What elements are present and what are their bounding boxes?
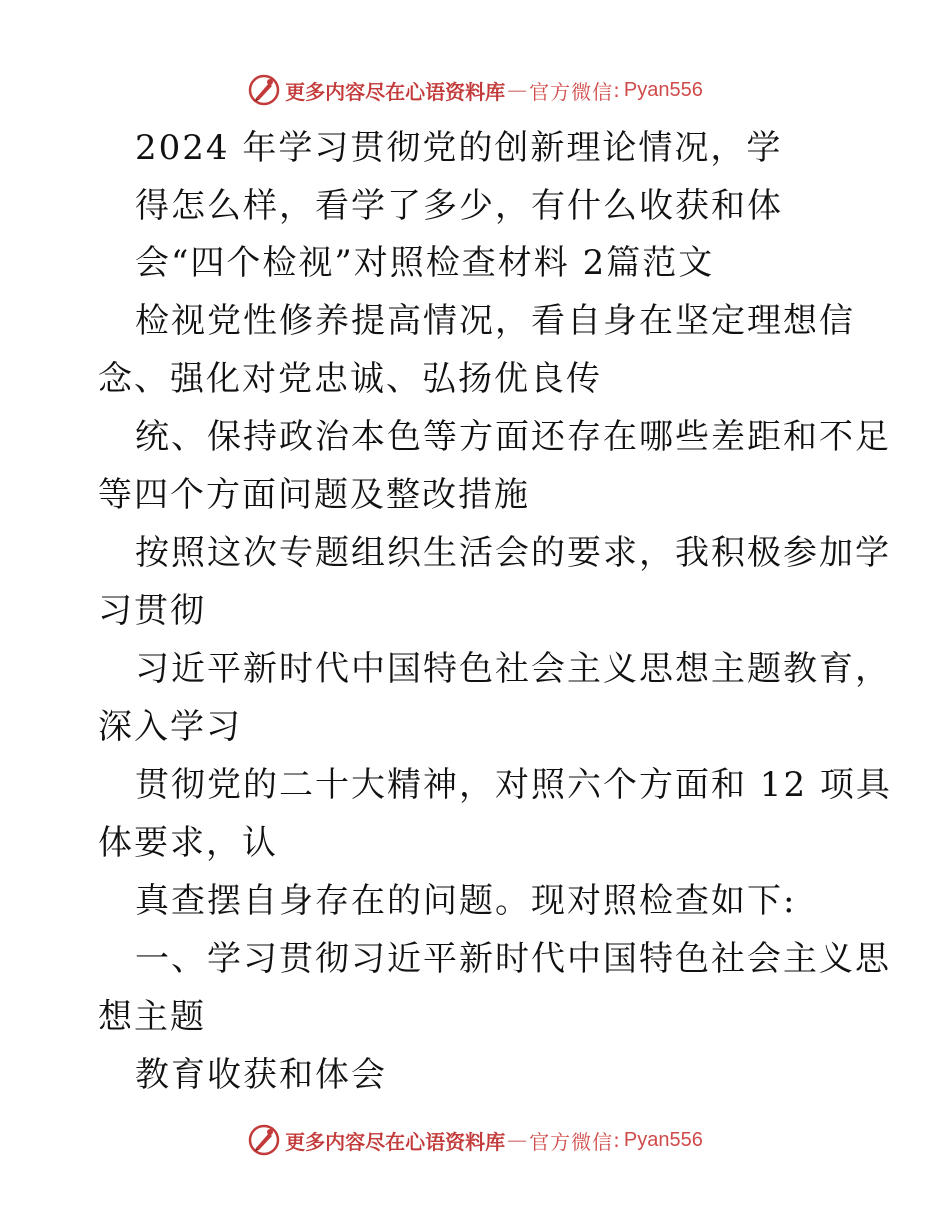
promo-text: 更多内容尽在心语资料库	[285, 1129, 506, 1154]
body-line: 深入学习	[98, 707, 242, 747]
wechat-label: 官方微信	[529, 79, 614, 104]
body-line: 习贯彻	[98, 591, 206, 631]
wechat-account: Pyan556	[623, 78, 703, 101]
body-line: 贯彻党的二十大精神，对照六个方面和 12 项具	[135, 765, 892, 805]
title-line-2: 得怎么样，看学了多少，有什么收获和体	[135, 186, 783, 226]
section-heading-line: 教育收获和体会	[135, 1055, 387, 1095]
body-line: 念、强化对党忠诚、弘扬优良传	[98, 359, 602, 399]
footer-watermark-banner	[0, 1120, 950, 1160]
wechat-label: 官方微信	[529, 1129, 614, 1154]
section-heading-line: 想主题	[98, 997, 206, 1037]
banner-colon: :	[613, 1128, 620, 1152]
body-line: 按照这次专题组织生活会的要求，我积极参加学	[135, 533, 891, 573]
body-line: 体要求，认	[98, 823, 278, 863]
banner-colon: :	[613, 78, 620, 102]
section-heading-line: 一、学习贯彻习近平新时代中国特色社会主义思	[135, 939, 891, 979]
body-line: 检视党性修养提高情况，看自身在坚定理想信	[135, 301, 855, 341]
body-line: 统、保持政治本色等方面还存在哪些差距和不足	[135, 417, 891, 457]
pen-logo-icon	[247, 1123, 281, 1157]
title-line-3: 会“四个检视”对照检查材料 2篇范文	[135, 243, 715, 283]
wechat-account: Pyan556	[623, 1128, 703, 1151]
banner-separator: —	[507, 1128, 528, 1152]
promo-text: 更多内容尽在心语资料库	[285, 79, 506, 104]
body-line: 真查摆自身存在的问题。现对照检查如下:	[135, 881, 797, 921]
banner-separator: —	[507, 78, 528, 102]
body-line: 习近平新时代中国特色社会主义思想主题教育，	[135, 649, 891, 689]
body-line: 等四个方面问题及整改措施	[98, 475, 530, 515]
title-line-1: 2024 年学习贯彻党的创新理论情况，学	[135, 128, 783, 168]
